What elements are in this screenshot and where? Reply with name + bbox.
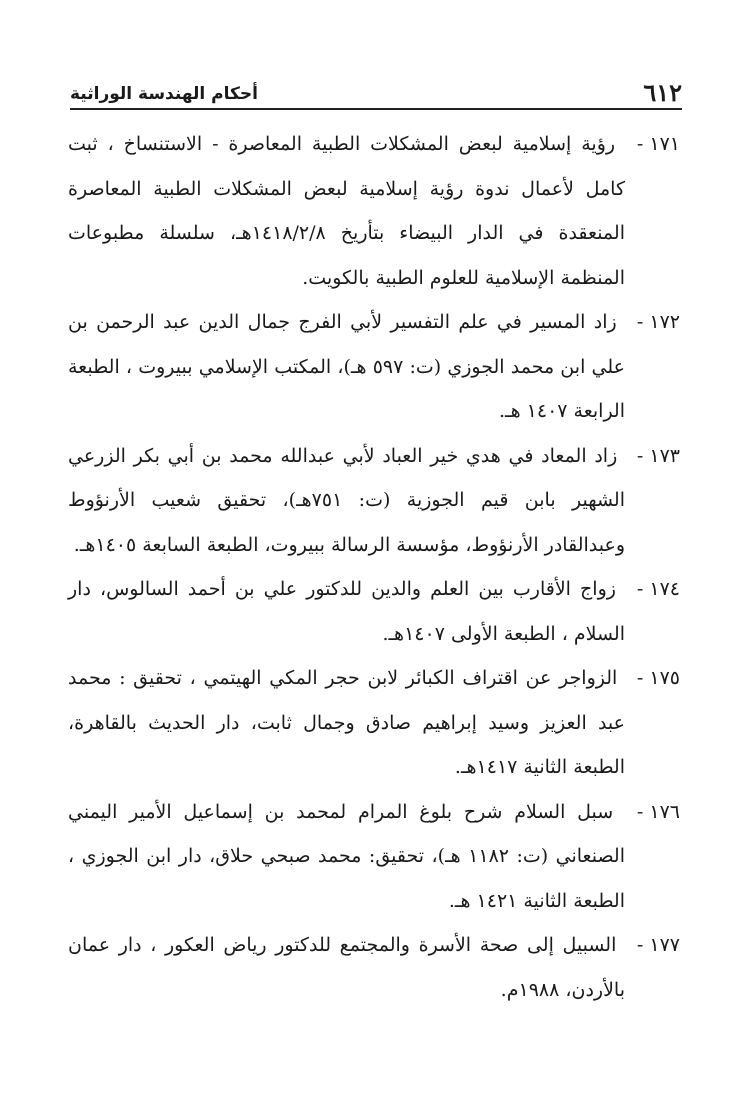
- bibliography-entry-176: [68, 790, 680, 924]
- entry-number: ١٧٦ -: [636, 800, 680, 823]
- entry-text: زواج الأقارب بين العلم والدين للدكتور علي بن أحمد السالوس، دار السلام ، الطبعة الأولى ١٤٠٧هـ.: [68, 578, 625, 645]
- entry-number: ١٧٧ -: [636, 934, 680, 956]
- bibliography-entry-171: [68, 122, 680, 300]
- entry-number: ١٧٢ -: [636, 311, 680, 333]
- entry-text: زاد المعاد في هدي خير العباد لأبي عبدالله محمد بن أبي بكر الزرعي الشهير بابن قيم الجوزية (ت: ٧٥١هـ)، تحقيق شعيب الأرنؤوط وعبدالقادر الأرنؤوط، مؤسسة الرسالة ببيروت، الطبعة السابعة ١٤٠٥هـ.: [68, 444, 625, 556]
- entry-text: سبل السلام شرح بلوغ المرام لمحمد بن إسماعيل الأمير اليمني الصنعاني (ت: ١١٨٢ هـ)، تحقيق: محمد صبحي حلاق، دار ابن الجوزي ، الطبعة الثانية ١٤٢١ هـ.: [68, 800, 625, 912]
- entry-number: ١٧٤ -: [636, 578, 680, 600]
- entry-number: ١٧١ -: [636, 133, 681, 155]
- bibliography-entry-175: [68, 656, 680, 790]
- book-title: أحكام الهندسة الوراثية: [70, 84, 258, 104]
- entry-text: السبيل إلى صحة الأسرة والمجتمع للدكتور رياض العكور ، دار عمان بالأردن، ١٩٨٨م.: [68, 934, 625, 1001]
- entry-number: ١٧٥ -: [636, 667, 680, 689]
- bibliography-entry-174: [68, 567, 680, 656]
- running-header: [70, 74, 682, 110]
- entry-text: الزواجر عن اقتراف الكبائر لابن حجر المكي الهيتمي ، تحقيق : محمد عبد العزيز وسيد إبراهيم صادق وجمال ثابت، دار الحديث بالقاهرة، الطبعة الثانية ١٤١٧هـ.: [68, 667, 625, 778]
- bibliography-list: [68, 122, 680, 1012]
- bibliography-entry-172: [68, 300, 680, 434]
- entry-text: رؤية إسلامية لبعض المشكلات الطبية المعاصرة - الاستنساخ ، ثبت كامل لأعمال ندوة رؤية إسلامية لبعض المشكلات الطبية المعاصرة المنعقدة في الدار البيضاء بتأريخ ١٤١٨/٢/٨هـ، سلسلة مطبوعات المنظمة الإسلامية للعلوم الطبية بالكويت.: [68, 133, 625, 289]
- entry-number: ١٧٣ -: [636, 444, 680, 467]
- entry-text: زاد المسير في علم التفسير لأبي الفرج جمال الدين عبد الرحمن بن علي ابن محمد الجوزي (ت: ٥٩٧ هـ)، المكتب الإسلامي ببيروت ، الطبعة الرابعة ١٤٠٧ هـ.: [68, 311, 625, 422]
- bibliography-entry-173: [68, 434, 680, 568]
- page-number: ٦١٢: [643, 78, 682, 107]
- bibliography-entry-177: [68, 923, 680, 1012]
